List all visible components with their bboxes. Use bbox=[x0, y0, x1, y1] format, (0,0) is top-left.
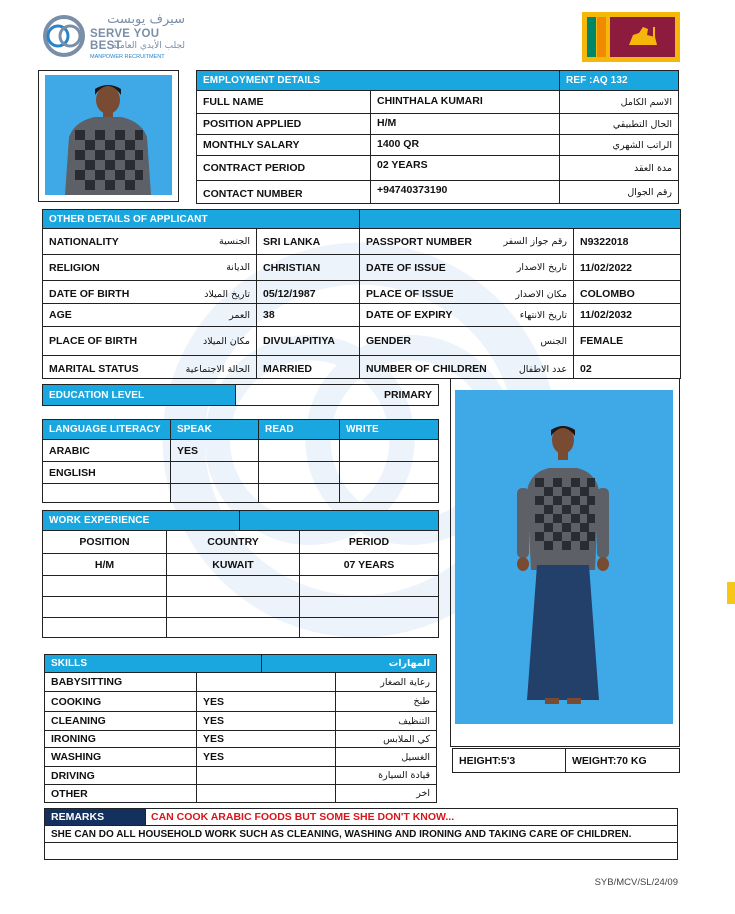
date-of-birth-label: DATE OF BIRTH تاريخ الميلاد bbox=[42, 280, 257, 304]
place-of-issue-label: PLACE OF ISSUE مكان الاصدار bbox=[359, 280, 574, 304]
contact-number-label: CONTACT NUMBER bbox=[196, 180, 371, 204]
place-of-birth-value: DIVULAPITIYA bbox=[256, 326, 360, 356]
weight-value: WEIGHT:70 KG bbox=[565, 748, 680, 773]
date-of-birth-value: 05/12/1987 bbox=[256, 280, 360, 304]
work-row-empty bbox=[42, 575, 167, 597]
remarks-highlight: CAN COOK ARABIC FOODS BUT SOME SHE DON'T KNOW... bbox=[145, 808, 678, 826]
language-row-english: ENGLISH bbox=[42, 461, 171, 484]
language-row-empty bbox=[258, 483, 340, 503]
contract-period-label: CONTRACT PERIOD bbox=[196, 155, 371, 181]
monthly-salary-label: MONTHLY SALARY bbox=[196, 134, 371, 156]
date-of-expiry-label: DATE OF EXPIRY تاريخ الانتهاء bbox=[359, 303, 574, 327]
work-row-empty bbox=[166, 617, 300, 638]
company-logo bbox=[42, 12, 187, 64]
arabic-read bbox=[258, 439, 340, 462]
work-row-empty bbox=[42, 617, 167, 638]
position-applied-label: POSITION APPLIED bbox=[196, 113, 371, 135]
skill-other: OTHER bbox=[44, 784, 197, 803]
sri-lanka-flag bbox=[582, 12, 680, 62]
skill-cooking: COOKING bbox=[44, 691, 197, 712]
education-level-header: EDUCATION LEVEL bbox=[42, 384, 236, 406]
religion-value: CHRISTIAN bbox=[256, 254, 360, 281]
number-of-children-label: NUMBER OF CHILDREN عدد الاطفال bbox=[359, 355, 574, 379]
skill-cleaning: CLEANING bbox=[44, 711, 197, 731]
language-row-empty bbox=[170, 483, 259, 503]
position-applied-value: H/M bbox=[370, 113, 560, 135]
other-details-header-right bbox=[359, 209, 681, 229]
religion-label: RELIGION الديانة bbox=[42, 254, 257, 281]
marital-status-value: MARRIED bbox=[256, 355, 360, 379]
date-of-issue-value: 11/02/2022 bbox=[573, 254, 681, 281]
work-row-empty bbox=[299, 596, 439, 618]
skill-washing-arabic: الغسيل bbox=[335, 747, 437, 767]
work-row-empty bbox=[166, 575, 300, 597]
skill-babysitting-arabic: رعاية الصغار bbox=[335, 672, 437, 692]
height-value: HEIGHT:5'3 bbox=[452, 748, 566, 773]
work-experience-header-right bbox=[239, 510, 439, 531]
age-label: AGE العمر bbox=[42, 303, 257, 327]
language-row-empty bbox=[339, 483, 439, 503]
marital-status-label: MARITAL STATUS الحالة الاجتماعية bbox=[42, 355, 257, 379]
place-of-issue-value: COLOMBO bbox=[573, 280, 681, 304]
gender-value: FEMALE bbox=[573, 326, 681, 356]
skill-washing: WASHING bbox=[44, 747, 197, 767]
arabic-speak: YES bbox=[170, 439, 259, 462]
work-row-country: KUWAIT bbox=[166, 553, 300, 576]
contract-period-arabic: مدة العقد bbox=[559, 155, 679, 181]
skill-driving: DRIVING bbox=[44, 766, 197, 785]
english-read bbox=[258, 461, 340, 484]
english-speak bbox=[170, 461, 259, 484]
skill-ironing-value: YES bbox=[196, 730, 336, 748]
skill-ironing: IRONING bbox=[44, 730, 197, 748]
english-write bbox=[339, 461, 439, 484]
skill-washing-value: YES bbox=[196, 747, 336, 767]
passport-number-value: N9322018 bbox=[573, 228, 681, 255]
brand-arabic: سيرف يوبست bbox=[107, 12, 185, 27]
nationality-label: NATIONALITY الجنسية bbox=[42, 228, 257, 255]
brand-name: SERVE YOU BEST bbox=[90, 28, 160, 52]
employment-details-header: EMPLOYMENT DETAILS bbox=[196, 70, 560, 91]
work-row-empty bbox=[42, 596, 167, 618]
language-row-empty bbox=[42, 483, 171, 503]
position-column-header: POSITION bbox=[42, 530, 167, 554]
work-row-empty bbox=[299, 575, 439, 597]
read-header: READ bbox=[258, 419, 340, 440]
edge-marker bbox=[727, 582, 735, 604]
reference-number: REF :AQ 132 bbox=[559, 70, 679, 91]
skill-other-value bbox=[196, 784, 336, 803]
contract-period-value: 02 YEARS bbox=[370, 155, 560, 181]
skill-babysitting-value bbox=[196, 672, 336, 692]
speak-header: SPEAK bbox=[170, 419, 259, 440]
skill-driving-value bbox=[196, 766, 336, 785]
language-row-arabic: ARABIC bbox=[42, 439, 171, 462]
education-level-value: PRIMARY bbox=[235, 384, 439, 406]
work-row-period: 07 YEARS bbox=[299, 553, 439, 576]
age-value: 38 bbox=[256, 303, 360, 327]
remarks-label: REMARKS bbox=[44, 808, 146, 826]
work-row-empty bbox=[299, 617, 439, 638]
full-name-label: FULL NAME bbox=[196, 90, 371, 114]
write-header: WRITE bbox=[339, 419, 439, 440]
period-column-header: PERIOD bbox=[299, 530, 439, 554]
skill-ironing-arabic: كي الملابس bbox=[335, 730, 437, 748]
skill-other-arabic: اخر bbox=[335, 784, 437, 803]
place-of-birth-label: PLACE OF BIRTH مكان الميلاد bbox=[42, 326, 257, 356]
skill-driving-arabic: قيادة السيارة bbox=[335, 766, 437, 785]
applicant-full-body-photo bbox=[455, 390, 673, 724]
country-column-header: COUNTRY bbox=[166, 530, 300, 554]
brand-arabic-sub: لجلب الأيدي العاملة bbox=[112, 41, 185, 51]
remarks-blank-row bbox=[44, 842, 678, 860]
contact-number-arabic: رقم الجوال bbox=[559, 180, 679, 204]
skill-cooking-value: YES bbox=[196, 691, 336, 712]
monthly-salary-value: 1400 QR bbox=[370, 134, 560, 156]
skill-cooking-arabic: طبخ bbox=[335, 691, 437, 712]
skill-cleaning-arabic: التنظيف bbox=[335, 711, 437, 731]
work-experience-header: WORK EXPERIENCE bbox=[42, 510, 240, 531]
passport-number-label: PASSPORT NUMBER رقم جواز السفر bbox=[359, 228, 574, 255]
contact-number-value: +94740373190 bbox=[370, 180, 560, 204]
skill-cleaning-value: YES bbox=[196, 711, 336, 731]
full-name-value: CHINTHALA KUMARI bbox=[370, 90, 560, 114]
skills-header: SKILLS bbox=[44, 654, 262, 673]
work-row-empty bbox=[166, 596, 300, 618]
lion-icon bbox=[623, 23, 663, 51]
skill-babysitting: BABYSITTING bbox=[44, 672, 197, 692]
remarks-text: SHE CAN DO ALL HOUSEHOLD WORK SUCH AS CLEANING, WASHING AND IRONING AND TAKING CARE OF CHILDREN. bbox=[44, 825, 678, 843]
position-applied-arabic: الحال التطبيقي bbox=[559, 113, 679, 135]
monthly-salary-arabic: الراتب الشهري bbox=[559, 134, 679, 156]
language-literacy-header: LANGUAGE LITERACY bbox=[42, 419, 171, 440]
nationality-value: SRI LANKA bbox=[256, 228, 360, 255]
date-of-issue-label: DATE OF ISSUE تاريخ الاصدار bbox=[359, 254, 574, 281]
gender-label: GENDER الجنس bbox=[359, 326, 574, 356]
work-row-position: H/M bbox=[42, 553, 167, 576]
date-of-expiry-value: 11/02/2032 bbox=[573, 303, 681, 327]
document-code: SYB/MCV/SL/24/09 bbox=[594, 877, 678, 888]
full-name-arabic: الاسم الكامل bbox=[559, 90, 679, 114]
logo-emblem-icon bbox=[42, 14, 86, 58]
skills-header-arabic: المهارات bbox=[261, 654, 437, 673]
brand-tagline: MANPOWER RECRUITMENT bbox=[90, 54, 165, 60]
arabic-write bbox=[339, 439, 439, 462]
number-of-children-value: 02 bbox=[573, 355, 681, 379]
applicant-portrait-photo bbox=[45, 75, 172, 195]
other-details-header: OTHER DETAILS OF APPLICANT bbox=[42, 209, 360, 229]
